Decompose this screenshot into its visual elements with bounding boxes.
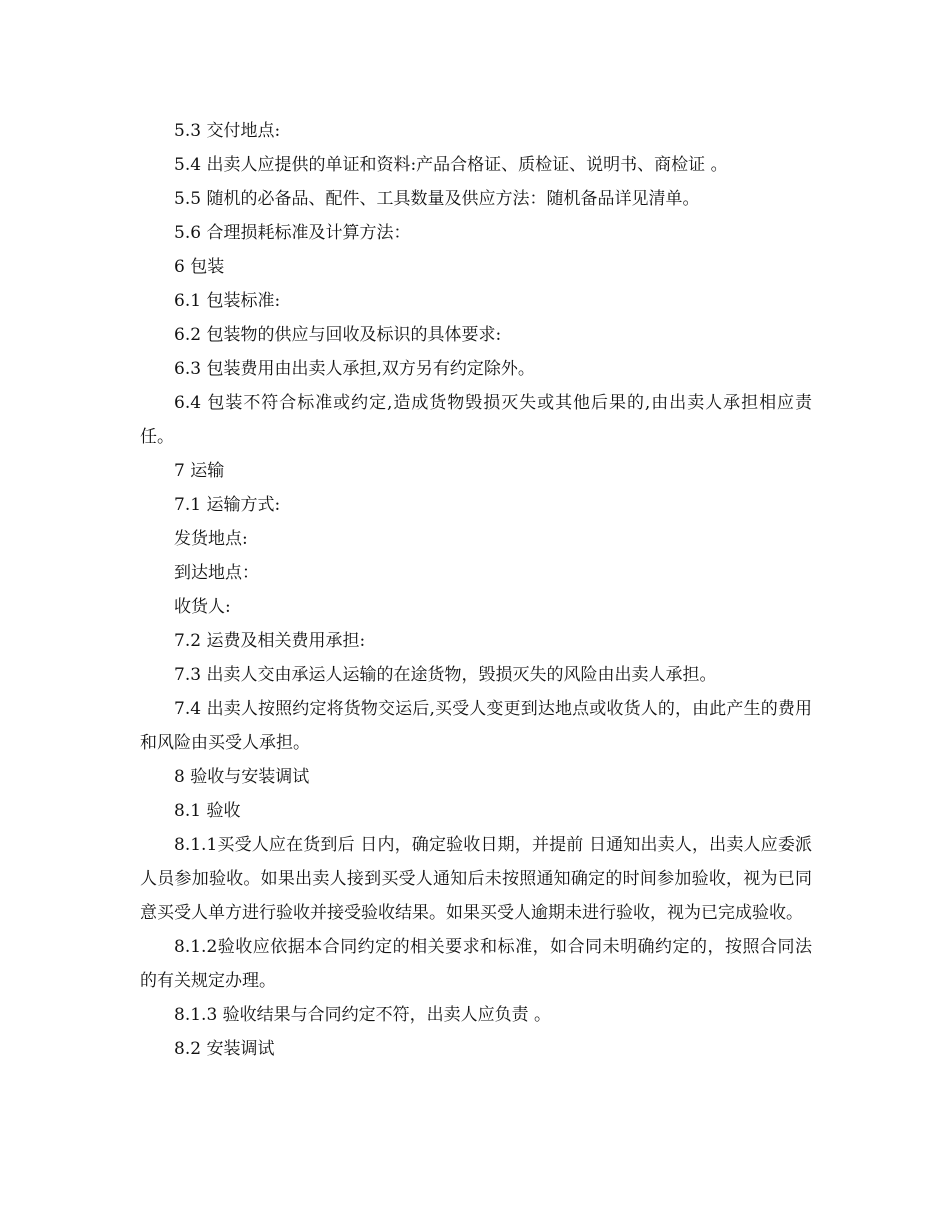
- paragraph-8-1-2: 8.1.2验收应依据本合同约定的相关要求和标准，如合同未明确约定的，按照合同法的有关规定办理。: [140, 937, 812, 991]
- paragraph-8-1: 8.1 验收: [174, 801, 241, 821]
- field-shipping-place: 发货地点:: [174, 529, 248, 549]
- document-body: [140, 114, 812, 1066]
- paragraph-6-2: 6.2 包装物的供应与回收及标识的具体要求:: [174, 325, 502, 345]
- paragraph-8-1-3: 8.1.3 验收结果与合同约定不符，出卖人应负责 。: [174, 1005, 552, 1025]
- paragraph-5-5: 5.5 随机的必备品、配件、工具数量及供应方法：随机备品详见清单。: [174, 189, 700, 209]
- section-heading-7: 7 运输: [174, 461, 225, 481]
- paragraph-7-1: 7.1 运输方式:: [174, 495, 281, 515]
- paragraph-7-3: 7.3 出卖人交由承运人运输的在途货物，毁损灭失的风险由出卖人承担。: [174, 665, 717, 685]
- section-heading-8: 8 验收与安装调试: [174, 767, 310, 787]
- paragraph-6-1: 6.1 包装标准:: [174, 291, 281, 311]
- paragraph-7-4: 7.4 出卖人按照约定将货物交运后,买受人变更到达地点或收货人的，由此产生的费用和风险由买受人承担。: [140, 699, 812, 753]
- field-consignee: 收货人:: [174, 597, 231, 617]
- field-arrival-place: 到达地点：: [174, 563, 259, 583]
- paragraph-7-2: 7.2 运费及相关费用承担:: [174, 631, 366, 651]
- paragraph-6-3: 6.3 包装费用由出卖人承担,双方另有约定除外。: [174, 359, 535, 379]
- paragraph-5-4: 5.4 出卖人应提供的单证和资料:产品合格证、质检证、说明书、商检证 。: [174, 155, 728, 175]
- paragraph-6-4: 6.4 包装不符合标准或约定,造成货物毁损灭失或其他后果的,由出卖人承担相应责任。: [140, 393, 812, 447]
- paragraph-5-3: 5.3 交付地点:: [174, 121, 281, 141]
- section-heading-6: 6 包装: [174, 257, 225, 277]
- paragraph-5-6: 5.6 合理损耗标准及计算方法：: [174, 223, 411, 243]
- paragraph-8-1-1: 8.1.1买受人应在货到后 日内，确定验收日期，并提前 日通知出卖人，出卖人应委派人员参加验收。如果出卖人接到买受人通知后未按照通知确定的时间参加验收，视为已同意买受人单方进行验收并接受验收结果。如果买受人逾期未进行验收，视为已完成验收。: [140, 835, 812, 923]
- paragraph-8-2: 8.2 安装调试: [174, 1039, 275, 1059]
